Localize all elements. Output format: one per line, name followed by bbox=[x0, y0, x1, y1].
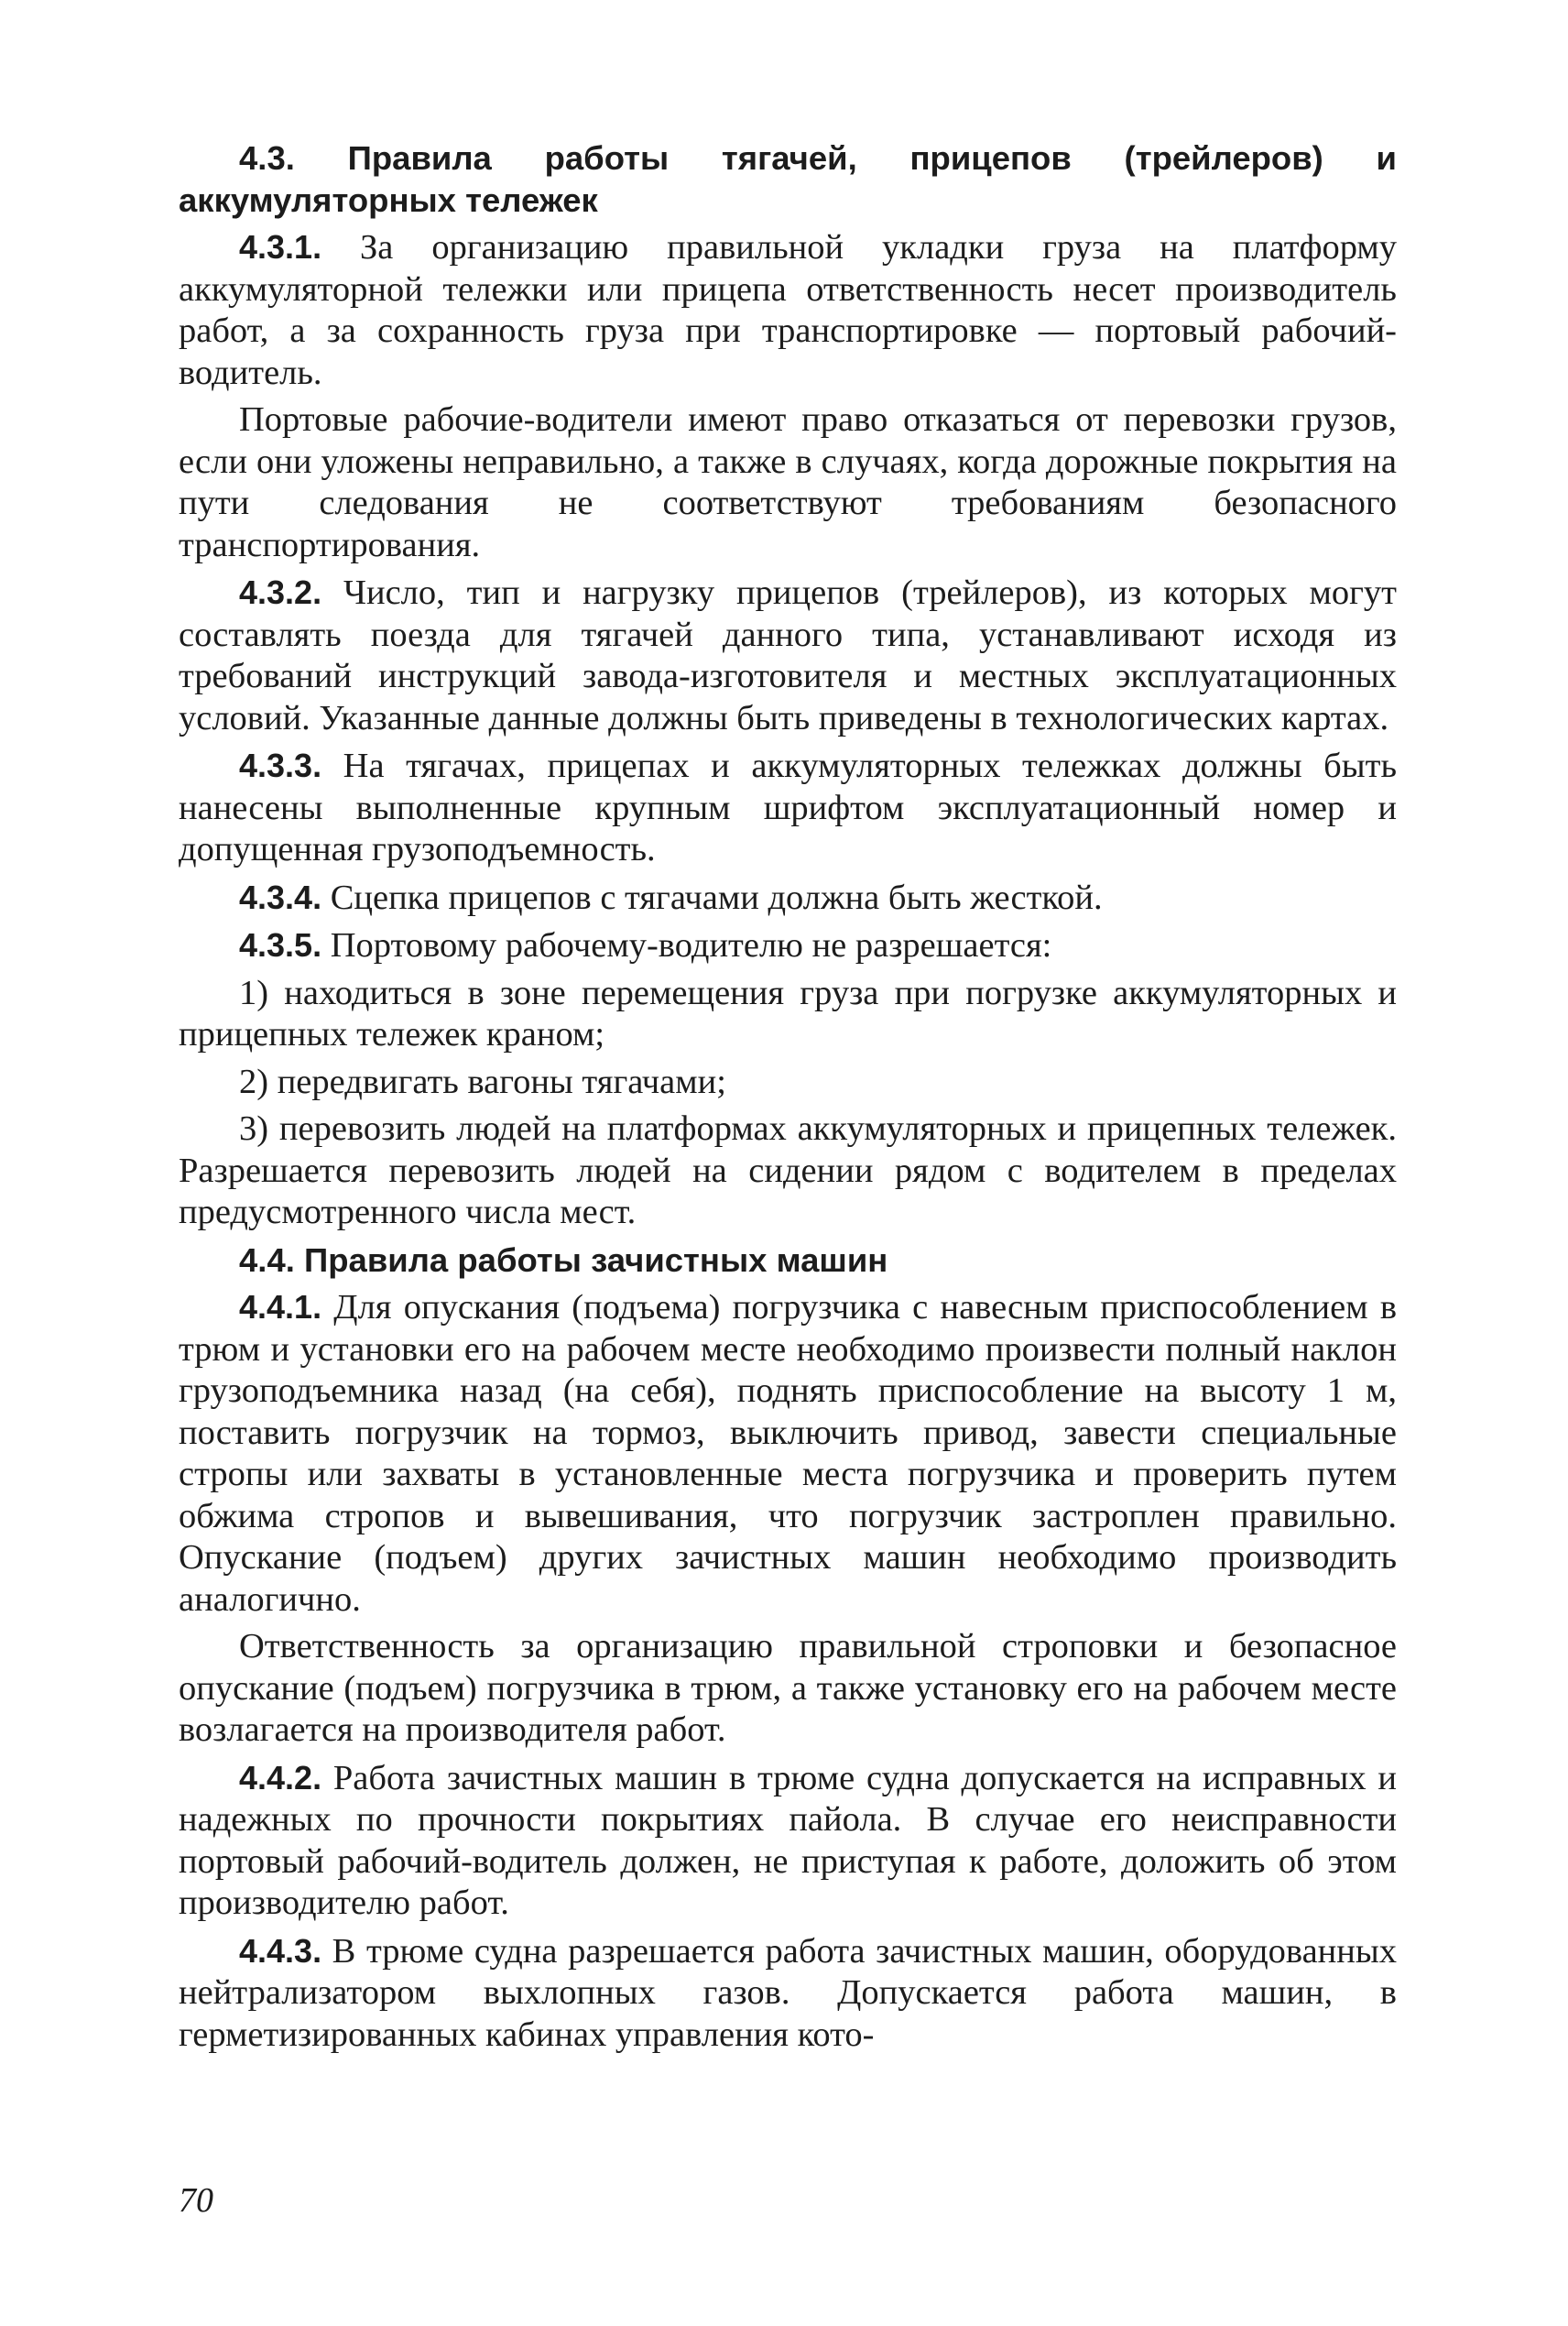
section-heading-4-3: 4.3. Правила работы тягачей, прицепов (трейлеров) и аккумуляторных тележек bbox=[179, 139, 1397, 219]
clause-text: За организацию правильной укладки груза на платформу аккумуляторной тележки или прицепа ответственность несет производитель работ, а за сохранность груза при транспортировке — портовый рабочий-водитель. bbox=[179, 228, 1397, 392]
clause-number: 4.4.2. bbox=[239, 1758, 322, 1796]
clause-number: 4.4.1. bbox=[239, 1288, 322, 1326]
paragraph-4-3-4 bbox=[179, 877, 1397, 920]
clause-text: Портовому рабочему-водителю не разрешается: bbox=[321, 926, 1052, 965]
paragraph-4-4-2 bbox=[179, 1757, 1397, 1925]
clause-number: 4.3.2. bbox=[239, 573, 322, 611]
paragraph-4-3-3 bbox=[179, 745, 1397, 871]
paragraph-4-3-2 bbox=[179, 572, 1397, 739]
paragraph-4-4-1 bbox=[179, 1286, 1397, 1621]
paragraph-drivers-right: Портовые рабочие-водители имеют право отказаться от перевозки грузов, если они уложены неправильно, а также в случаях, когда дорожные покрытия на пути следования не соответствуют требованиям безопасного транспортирования. bbox=[179, 400, 1397, 564]
clause-number: 4.3.5. bbox=[239, 926, 322, 964]
clause-number: 4.4.3. bbox=[239, 1931, 322, 1970]
list-item: 2) передвигать вагоны тягачами; bbox=[239, 1062, 726, 1101]
document-page bbox=[179, 137, 1397, 2061]
clause-text: Работа зачистных машин в трюме судна допускается на исправных и надежных по прочности покрытиях пайола. В случае его неисправности портовый рабочий-водитель должен, не приступая к работе, доложить об этом производителю работ. bbox=[179, 1758, 1397, 1922]
paragraph-4-3-1 bbox=[179, 226, 1397, 394]
page-number: 70 bbox=[179, 2181, 213, 2220]
clause-number: 4.3.3. bbox=[239, 747, 322, 784]
list-item: 1) находиться в зоне перемещения груза при погрузке аккумуляторных и прицепных тележек краном; bbox=[179, 973, 1397, 1054]
clause-text: Для опускания (подъема) погрузчика с навесным приспособлением в трюм и установки его на рабочем месте необходимо произвести полный наклон грузоподъемника назад (на себя), поднять приспособление на высоту 1 м, поставить погрузчик на тормоз, выключить привод, завести специальные стропы или захваты в установленные места погрузчика и проверить путем обжима стропов и вывешивания, что погрузчик застроплен правильно. Опускание (подъем) других зачистных машин необходимо производить аналогично. bbox=[179, 1288, 1397, 1619]
section-heading-4-4: 4.4. Правила работы зачистных машин bbox=[239, 1240, 888, 1279]
clause-number: 4.3.4. bbox=[239, 878, 322, 916]
clause-text: На тягачах, прицепах и аккумуляторных тележках должны быть нанесены выполненные крупным шрифтом эксплуатационный номер и допущенная грузоподъемность. bbox=[179, 747, 1397, 868]
list-item: 3) перевозить людей на платформах аккумуляторных и прицепных тележек. Разрешается перевозить людей на сидении рядом с водителем в пределах предусмотренного числа мест. bbox=[179, 1109, 1397, 1231]
clause-text: Число, тип и нагрузку прицепов (трейлеров), из которых могут составлять поезда для тягачей данного типа, устанавливают исходя из требований инструкций завода-изготовителя и местных эксплуатационных условий. Указанные данные должны быть приведены в технологических картах. bbox=[179, 573, 1397, 737]
clause-text: В трюме судна разрешается работа зачистных машин, оборудованных нейтрализатором выхлопных газов. Допускается работа машин, в герметизированных кабинах управления кото- bbox=[179, 1931, 1397, 2054]
clause-number: 4.3.1. bbox=[239, 228, 322, 266]
clause-text: Сцепка прицепов с тягачами должна быть жесткой. bbox=[321, 878, 1103, 917]
paragraph-4-4-3 bbox=[179, 1930, 1397, 2057]
paragraph-responsibility: Ответственность за организацию правильной строповки и безопасное опускание (подъем) погрузчика в трюм, а также установку его на рабочем месте возлагается на производителя работ. bbox=[179, 1627, 1397, 1749]
paragraph-4-3-5 bbox=[179, 924, 1397, 967]
